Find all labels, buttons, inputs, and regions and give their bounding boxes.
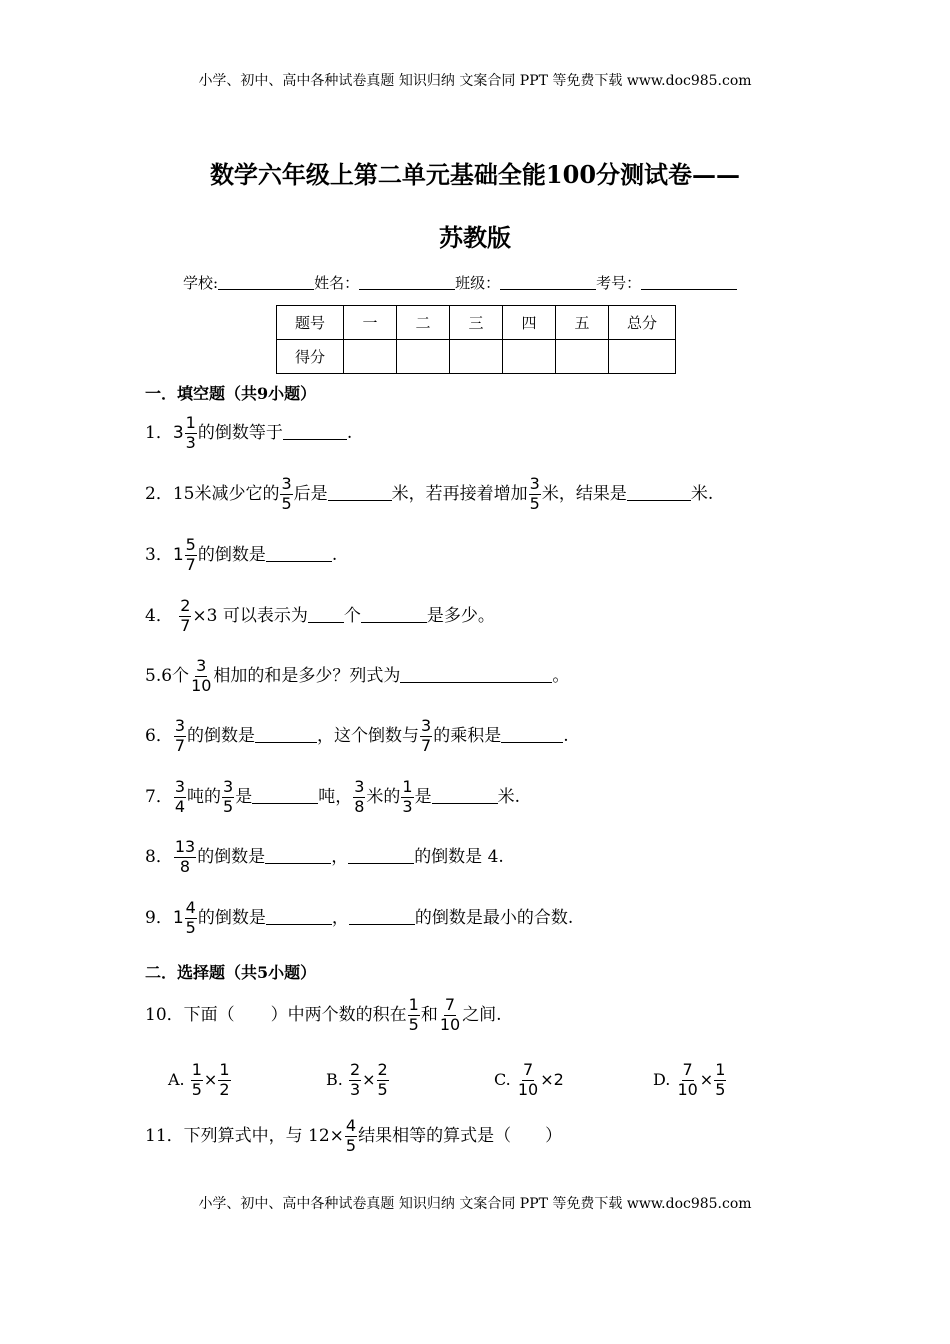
q5-text-1: 相加的和是多少？列式为: [213, 665, 401, 686]
school-label: 学校:: [183, 274, 219, 292]
q3-answer-blank[interactable]: [266, 547, 332, 562]
q9-numerator: 4: [185, 898, 196, 917]
exam-no-label: 考号：: [596, 274, 642, 292]
q7-fraction-2: [222, 779, 234, 816]
q7-answer-blank-2[interactable]: [432, 789, 498, 804]
option-a-operator: ×: [203, 1069, 218, 1089]
q8-text-2: ，: [331, 846, 349, 867]
score-cell[interactable]: [503, 340, 556, 374]
q7-f3-denominator: 8: [354, 796, 365, 816]
q4-text-2: 个: [343, 605, 361, 626]
q5-number: 5.: [145, 665, 162, 686]
q4-answer-blank-1[interactable]: [308, 608, 344, 623]
q10-option-d[interactable]: [653, 1062, 727, 1099]
q8-fraction: [174, 839, 196, 876]
q7-text-2: 是: [235, 786, 253, 807]
option-d-fraction-2: [714, 1062, 726, 1099]
q2-answer-blank-1[interactable]: [328, 486, 392, 501]
q1-fraction: [185, 415, 197, 452]
q8-answer-blank-1[interactable]: [265, 849, 331, 864]
option-c-numerator: 7: [522, 1060, 534, 1079]
option-d-f2-numerator: 1: [715, 1060, 726, 1079]
q9-text-3: 的倒数是最小的合数.: [414, 907, 574, 928]
q7-text-4: 米的: [366, 786, 401, 807]
q9-text-2: ，: [331, 907, 349, 928]
question-4: [145, 598, 495, 635]
score-table-header-row: [277, 306, 676, 340]
question-7: [145, 779, 520, 816]
q7-number: 7．: [145, 786, 173, 807]
option-b-f2-denominator: 5: [377, 1079, 388, 1099]
score-header-cell: 总分: [609, 306, 676, 340]
q7-fraction-3: [353, 779, 365, 816]
q3-fraction: [185, 537, 197, 574]
option-d-f2-denominator: 5: [715, 1079, 726, 1099]
q4-numerator: 2: [180, 596, 191, 615]
q8-answer-blank-2[interactable]: [348, 849, 414, 864]
q10-option-a[interactable]: [168, 1062, 232, 1099]
q10-number: 10．: [145, 1004, 184, 1025]
q7-end: 米.: [497, 786, 520, 807]
q2-fraction-2: [529, 476, 541, 513]
q6-answer-blank-1[interactable]: [255, 728, 317, 743]
q9-number: 9．: [145, 907, 173, 928]
option-b-f2-numerator: 2: [377, 1060, 388, 1079]
q6-text-3: 的乘积是: [433, 725, 502, 746]
option-a-f1-denominator: 5: [191, 1079, 202, 1099]
q10-f1-denominator: 5: [408, 1014, 419, 1034]
section-heading-multiple-choice: 二．选择题（共5小题）: [145, 963, 317, 982]
score-header-cell: 一: [344, 306, 397, 340]
q6-f1-numerator: 3: [174, 716, 186, 735]
q9-fraction: [185, 900, 197, 937]
section-heading-fill-blank: 一．填空题（共9小题）: [145, 384, 317, 403]
option-d-fraction-1: [676, 1062, 698, 1099]
q4-text-1: ×3 可以表示为: [192, 605, 308, 626]
q10-fraction-1: [408, 997, 420, 1034]
q10-text-3: 和: [420, 1004, 438, 1025]
score-table-score-row: [277, 340, 676, 374]
q10-f2-numerator: 7: [444, 995, 456, 1014]
score-row-label: 得分: [277, 340, 344, 374]
page-header: 小学、初中、高中各种试卷真题 知识归纳 文案合同 PPT 等免费下载 www.doc985.com: [198, 73, 752, 89]
option-a-label: A.: [168, 1069, 185, 1089]
q10-option-c[interactable]: [494, 1062, 564, 1099]
q11-text-3: ）: [545, 1125, 563, 1146]
score-cell[interactable]: [556, 340, 609, 374]
q8-numerator: 13: [174, 837, 196, 856]
option-b-f1-denominator: 3: [349, 1079, 361, 1099]
option-b-fraction-2: [377, 1062, 389, 1099]
q1-numerator: 1: [185, 413, 196, 432]
q6-end: .: [563, 725, 569, 746]
q7-fraction-1: [174, 779, 186, 816]
q4-number: 4．: [145, 605, 173, 626]
score-table: [276, 305, 676, 374]
q1-answer-blank[interactable]: [283, 425, 347, 440]
option-c-operator: ×2: [540, 1069, 564, 1089]
q10-text-2: ）中两个数的积在: [270, 1004, 407, 1025]
q5-numerator: 3: [196, 656, 207, 675]
title-line-2: 苏教版: [439, 223, 511, 252]
question-11: [145, 1118, 562, 1155]
q7-f1-numerator: 3: [174, 777, 186, 796]
q11-denominator: 5: [345, 1135, 357, 1155]
q6-text-1: 的倒数是: [187, 725, 256, 746]
q7-f2-denominator: 5: [223, 796, 234, 816]
q3-numerator: 5: [185, 535, 196, 554]
q6-fraction-1: [174, 718, 186, 755]
q7-f4-denominator: 3: [402, 796, 413, 816]
page-footer: 小学、初中、高中各种试卷真题 知识归纳 文案合同 PPT 等免费下载 www.doc985.com: [198, 1196, 752, 1212]
q8-text-3: 的倒数是 4.: [414, 846, 504, 867]
q9-whole: 1: [172, 907, 184, 928]
option-a-f1-numerator: 1: [191, 1060, 202, 1079]
score-cell[interactable]: [609, 340, 676, 374]
q2-text-2: 后是: [293, 483, 328, 504]
student-info-row: [183, 272, 737, 293]
q2-f2-numerator: 3: [529, 474, 540, 493]
q2-answer-blank-2[interactable]: [627, 486, 691, 501]
option-a-f2-numerator: 1: [219, 1060, 230, 1079]
score-cell[interactable]: [397, 340, 450, 374]
q6-f2-denominator: 7: [421, 735, 432, 755]
score-header-cell: 二: [397, 306, 450, 340]
q2-f2-denominator: 5: [529, 493, 540, 513]
question-1: [145, 415, 352, 452]
q9-answer-blank-1[interactable]: [266, 910, 332, 925]
q6-fraction-2: [420, 718, 432, 755]
q11-number: 11．: [145, 1125, 184, 1146]
q10-fraction-2: [439, 997, 461, 1034]
option-c-label: C.: [494, 1069, 511, 1089]
q10-f2-denominator: 10: [439, 1014, 461, 1034]
score-cell[interactable]: [344, 340, 397, 374]
q3-text: 的倒数是: [197, 544, 266, 565]
q8-text-1: 的倒数是: [197, 846, 266, 867]
q2-text-5: 米.: [690, 483, 714, 504]
score-header-cell: 四: [503, 306, 556, 340]
q6-answer-blank-2[interactable]: [501, 728, 563, 743]
option-b-f1-numerator: 2: [349, 1060, 361, 1079]
exam-no-blank[interactable]: [641, 273, 737, 290]
q4-answer-blank-2[interactable]: [361, 608, 427, 623]
score-cell[interactable]: [450, 340, 503, 374]
q10-text-1: 下面（: [183, 1004, 235, 1025]
question-8: [145, 839, 504, 876]
school-blank[interactable]: [218, 273, 314, 290]
q2-text-1: 15米减少它的: [172, 483, 280, 504]
name-blank[interactable]: [359, 273, 455, 290]
q3-number: 3．: [145, 544, 173, 565]
option-c-fraction: [517, 1062, 539, 1099]
q11-text-1: 下列算式中，与 12×: [183, 1125, 344, 1146]
q6-f1-denominator: 7: [174, 735, 186, 755]
q10-option-b[interactable]: [326, 1062, 390, 1099]
q7-text-5: 是: [414, 786, 432, 807]
q11-fraction: [345, 1118, 357, 1155]
q5-denominator: 10: [191, 675, 212, 695]
q7-fraction-4: [401, 779, 413, 816]
question-6: [145, 718, 569, 755]
q5-end: 。: [552, 665, 570, 686]
q2-text-3: 米，若再接着增加: [391, 483, 528, 504]
score-header-cell: 五: [556, 306, 609, 340]
q4-fraction: [179, 598, 191, 635]
q1-denominator: 3: [185, 432, 196, 452]
option-b-label: B.: [326, 1069, 343, 1089]
class-label: 班级：: [455, 274, 501, 292]
q7-text-3: 吨，: [318, 786, 353, 807]
option-a-f2-denominator: 2: [219, 1079, 230, 1099]
q10-f1-numerator: 1: [408, 995, 419, 1014]
q3-end: .: [331, 544, 338, 565]
q5-answer-blank[interactable]: [400, 668, 552, 683]
q7-f3-numerator: 3: [354, 777, 365, 796]
q6-f2-numerator: 3: [421, 716, 432, 735]
question-3: [145, 537, 337, 574]
option-c-denominator: 10: [517, 1079, 539, 1099]
option-b-fraction-1: [349, 1062, 361, 1099]
q5-fraction: [190, 658, 212, 695]
question-2: [145, 476, 713, 513]
q7-f1-denominator: 4: [174, 796, 186, 816]
q8-denominator: 8: [179, 856, 191, 876]
q11-text-2: 结果相等的算式是（: [358, 1125, 512, 1146]
q2-text-4: 米，结果是: [541, 483, 627, 504]
class-blank[interactable]: [500, 273, 596, 290]
q8-number: 8．: [145, 846, 173, 867]
title-line-1: 数学六年级上第二单元基础全能100分测试卷——: [209, 160, 741, 189]
name-label: 姓名：: [314, 274, 360, 292]
option-a-fraction-1: [191, 1062, 203, 1099]
question-9: [145, 900, 573, 937]
q2-number: 2．: [145, 483, 173, 504]
q6-number: 6．: [145, 725, 173, 746]
score-header-cell: 三: [450, 306, 503, 340]
q7-text-1: 吨的: [187, 786, 222, 807]
q6-text-2: ，这个倒数与: [317, 725, 420, 746]
q9-answer-blank-2[interactable]: [349, 910, 415, 925]
q1-whole: 3: [172, 422, 184, 443]
option-d-f1-denominator: 10: [677, 1079, 698, 1099]
option-d-operator: ×: [699, 1069, 714, 1089]
q10-text-4: 之间.: [462, 1004, 502, 1025]
q5-text-0: 6个: [161, 665, 190, 686]
option-b-operator: ×: [362, 1069, 376, 1089]
q9-text-1: 的倒数是: [197, 907, 266, 928]
q1-text: 的倒数等于: [197, 422, 283, 443]
q4-denominator: 7: [180, 615, 191, 635]
q2-fraction-1: [280, 476, 292, 513]
option-a-fraction-2: [218, 1062, 230, 1099]
q11-numerator: 4: [345, 1116, 357, 1135]
q7-answer-blank-1[interactable]: [252, 789, 318, 804]
score-header-cell: 题号: [277, 306, 344, 340]
option-d-label: D.: [653, 1069, 671, 1089]
q2-f1-numerator: 3: [281, 474, 292, 493]
q4-text-3: 是多少。: [426, 605, 495, 626]
question-5: [145, 658, 569, 695]
q7-f2-numerator: 3: [223, 777, 234, 796]
q3-denominator: 7: [185, 554, 196, 574]
q3-whole: 1: [172, 544, 184, 565]
q1-end: .: [346, 422, 353, 443]
option-d-f1-numerator: 7: [682, 1060, 693, 1079]
q1-number: 1．: [145, 422, 173, 443]
q2-f1-denominator: 5: [281, 493, 292, 513]
q7-f4-numerator: 1: [402, 777, 413, 796]
q9-denominator: 5: [185, 917, 196, 937]
question-10: [145, 997, 502, 1034]
